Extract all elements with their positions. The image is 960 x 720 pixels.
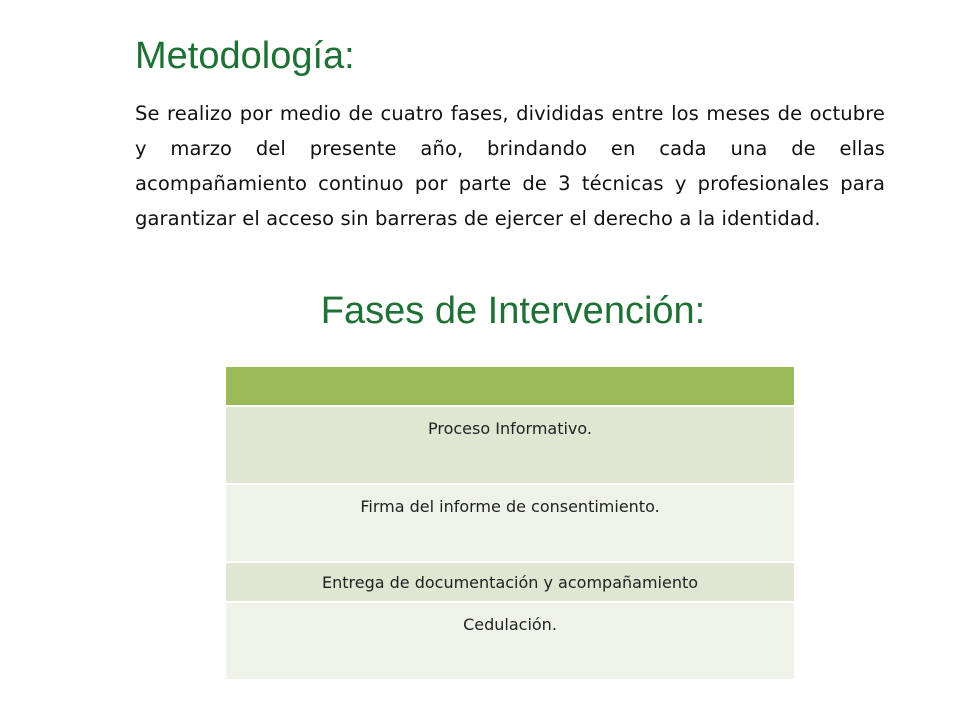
methodology-paragraph: Se realizo por medio de cuatro fases, divididas entre los meses de octubre y marzo del presente año, brindando en cada una de ellas acompañamiento continuo por parte de 3 técnicas y profesionales para garantizar el acceso sin barreras de ejercer el derecho a la identidad. (135, 102, 885, 230)
table-row (226, 602, 794, 680)
slide-title: Metodología: (135, 35, 355, 77)
table-row (226, 484, 794, 562)
phase-cell-cedulation: Cedulación. (226, 602, 794, 680)
phase-cell-documentation: Entrega de documentación y acompañamiento (226, 562, 794, 602)
table-header-row (226, 367, 794, 406)
phases-table (226, 367, 794, 681)
table-header-cell (226, 367, 794, 406)
table-row (226, 562, 794, 602)
table-row (226, 406, 794, 484)
phases-subtitle: Fases de Intervención: (320, 290, 706, 332)
phase-cell-informative: Proceso Informativo. (226, 406, 794, 484)
phase-cell-consent: Firma del informe de consentimiento. (226, 484, 794, 562)
